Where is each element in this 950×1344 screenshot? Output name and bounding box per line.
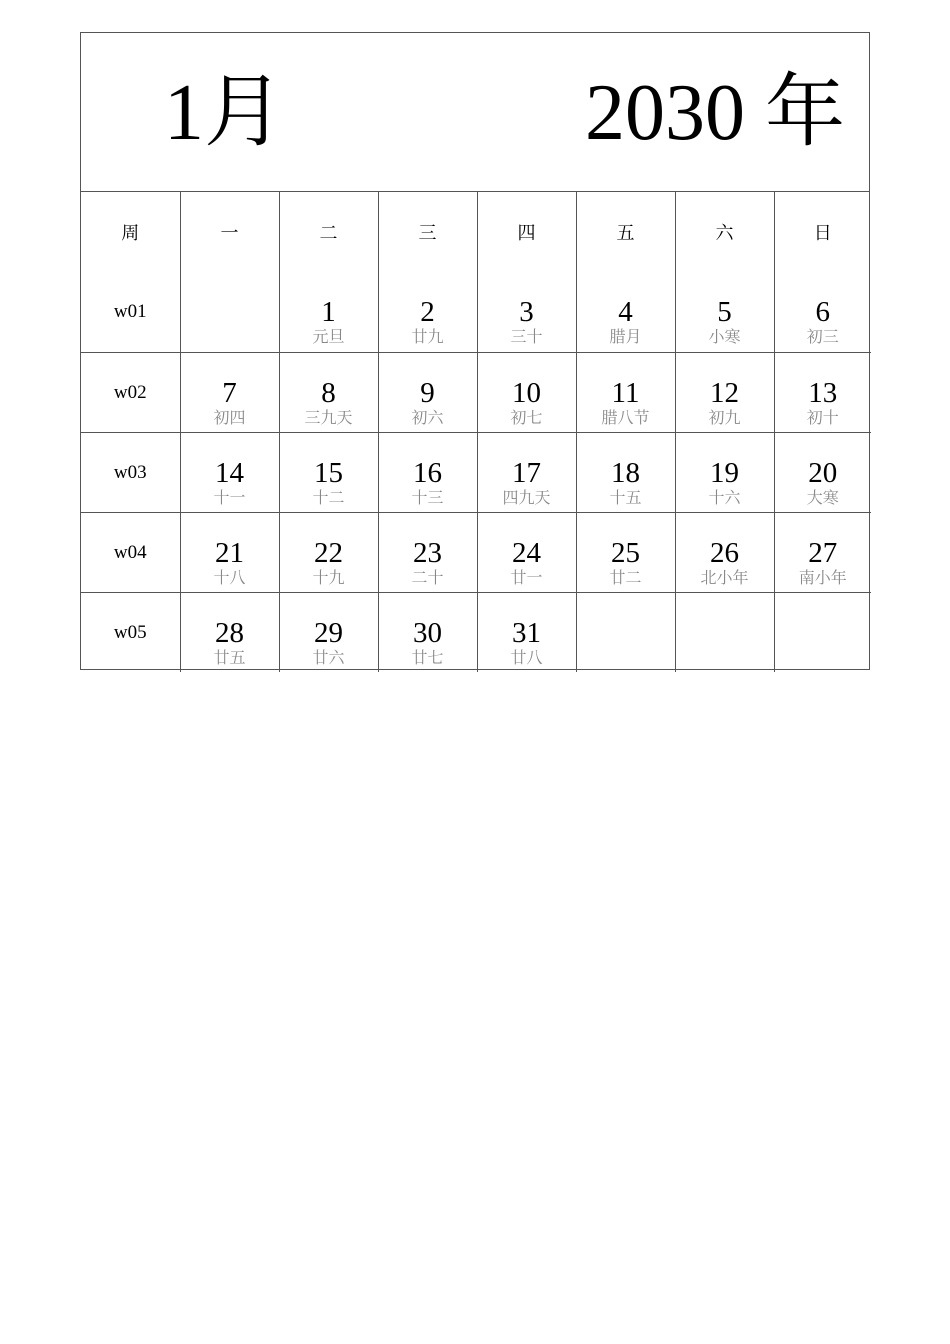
lunar-date: 十二	[312, 487, 345, 507]
day-cell-fri	[576, 272, 675, 352]
day-cell-wed	[378, 512, 477, 592]
day-cell-tue	[279, 512, 378, 592]
day-number: 29	[314, 616, 343, 649]
day-cell-mon	[180, 512, 279, 592]
lunar-date: 初六	[411, 407, 444, 427]
day-number: 19	[710, 456, 739, 489]
lunar-date: 十九	[312, 567, 345, 587]
day-number: 30	[413, 616, 442, 649]
day-number: 23	[413, 536, 442, 569]
lunar-date: 十八	[213, 567, 246, 587]
lunar-date: 小寒	[708, 327, 741, 346]
day-cell-sun	[774, 272, 871, 352]
lunar-date: 廿五	[213, 647, 246, 667]
month-title: 1月	[164, 69, 284, 157]
week-number: w01	[81, 272, 180, 352]
day-number: 22	[314, 536, 343, 569]
day-cell-fri	[576, 432, 675, 512]
day-cell-sat	[675, 272, 774, 352]
day-cell-thu	[477, 512, 576, 592]
day-number: 2	[420, 296, 435, 328]
lunar-date: 元旦	[312, 327, 345, 346]
day-number: 14	[215, 456, 244, 489]
day-cell-mon	[180, 432, 279, 512]
week-number: w03	[81, 432, 180, 512]
day-number: 15	[314, 456, 343, 489]
day-number: 10	[512, 376, 541, 409]
lunar-date: 四九天	[502, 487, 551, 507]
day-number: 7	[222, 376, 237, 409]
day-cell-tue	[279, 272, 378, 352]
weekday-header-sun: 日	[813, 223, 832, 244]
day-number: 28	[215, 616, 244, 649]
calendar	[80, 32, 870, 670]
day-number: 17	[512, 456, 541, 489]
day-cell-sun	[774, 592, 871, 672]
day-number: 20	[808, 456, 838, 489]
lunar-date: 十五	[609, 487, 642, 507]
day-cell-fri	[576, 592, 675, 672]
day-cell-tue	[279, 432, 378, 512]
day-cell-thu	[477, 592, 576, 672]
day-number: 5	[717, 296, 732, 328]
day-number: 21	[215, 536, 244, 569]
day-cell-fri	[576, 512, 675, 592]
weekday-header-row	[81, 192, 871, 272]
lunar-date: 廿六	[312, 647, 345, 667]
lunar-date: 十一	[213, 487, 246, 507]
day-number: 12	[710, 376, 739, 409]
calendar-header	[81, 33, 869, 192]
day-number: 11	[611, 376, 640, 409]
lunar-date: 廿一	[510, 567, 543, 587]
week-number: w05	[81, 592, 180, 672]
lunar-date: 十三	[411, 487, 444, 507]
week-row	[81, 352, 871, 432]
day-number: 18	[611, 456, 640, 489]
week-number: w02	[81, 352, 180, 432]
year-title: 2030 年	[585, 69, 845, 157]
lunar-date: 初七	[510, 407, 543, 427]
day-cell-sat	[675, 432, 774, 512]
lunar-date: 初九	[708, 407, 741, 427]
lunar-date: 三十	[510, 327, 543, 346]
day-cell-sun	[774, 352, 871, 432]
day-cell-wed	[378, 432, 477, 512]
day-number: 31	[512, 616, 541, 649]
lunar-date: 初四	[213, 407, 246, 427]
day-number: 24	[512, 536, 541, 569]
day-number: 1	[321, 296, 336, 328]
weekday-header-fri: 五	[576, 192, 675, 272]
lunar-date: 初三	[806, 327, 839, 346]
week-row	[81, 592, 871, 672]
day-cell-fri	[576, 352, 675, 432]
day-cell-sun	[774, 512, 871, 592]
day-cell-wed	[378, 272, 477, 352]
lunar-date: 廿七	[411, 647, 444, 667]
day-number: 26	[710, 536, 739, 569]
day-number: 6	[815, 296, 830, 328]
weekday-header-sat: 六	[675, 192, 774, 272]
day-cell-mon	[180, 592, 279, 672]
day-cell-tue	[279, 352, 378, 432]
weekday-header-wed: 三	[378, 192, 477, 272]
day-cell-thu	[477, 432, 576, 512]
lunar-date: 腊月	[609, 327, 642, 346]
lunar-date: 大寒	[806, 487, 839, 507]
day-number: 8	[321, 376, 336, 409]
weekday-header-mon: 一	[180, 192, 279, 272]
lunar-date: 北小年	[700, 567, 749, 587]
week-row	[81, 512, 871, 592]
lunar-date: 二十	[411, 567, 444, 587]
weekday-header-week: 周	[81, 192, 180, 272]
day-cell-mon	[180, 352, 279, 432]
lunar-date: 十六	[708, 487, 741, 507]
day-cell-wed	[378, 592, 477, 672]
lunar-date: 廿二	[609, 567, 642, 587]
lunar-date: 腊八节	[601, 407, 650, 427]
day-cell-sat	[675, 352, 774, 432]
weekday-header-thu: 四	[477, 192, 576, 272]
day-cell-sat	[675, 512, 774, 592]
day-cell-sat	[675, 592, 774, 672]
day-cell-thu	[477, 272, 576, 352]
day-cell-thu	[477, 352, 576, 432]
day-cell-tue	[279, 592, 378, 672]
week-row	[81, 432, 871, 512]
calendar-grid	[81, 192, 871, 672]
day-number: 9	[420, 376, 435, 409]
lunar-date: 南小年	[798, 567, 847, 587]
day-cell-wed	[378, 352, 477, 432]
lunar-date: 廿九	[411, 327, 444, 346]
day-number: 16	[413, 456, 442, 489]
day-cell-mon	[180, 272, 279, 352]
day-number: 25	[611, 536, 640, 569]
lunar-date: 初十	[806, 407, 839, 427]
day-number: 4	[618, 296, 633, 328]
day-number: 27	[808, 536, 838, 569]
week-row	[81, 272, 871, 352]
day-number: 13	[808, 376, 838, 409]
day-number: 3	[519, 296, 534, 328]
lunar-date: 廿八	[510, 647, 543, 667]
day-cell-sun	[774, 432, 871, 512]
weekday-header-tue: 二	[279, 192, 378, 272]
lunar-date: 三九天	[304, 407, 353, 427]
week-number: w04	[81, 512, 180, 592]
